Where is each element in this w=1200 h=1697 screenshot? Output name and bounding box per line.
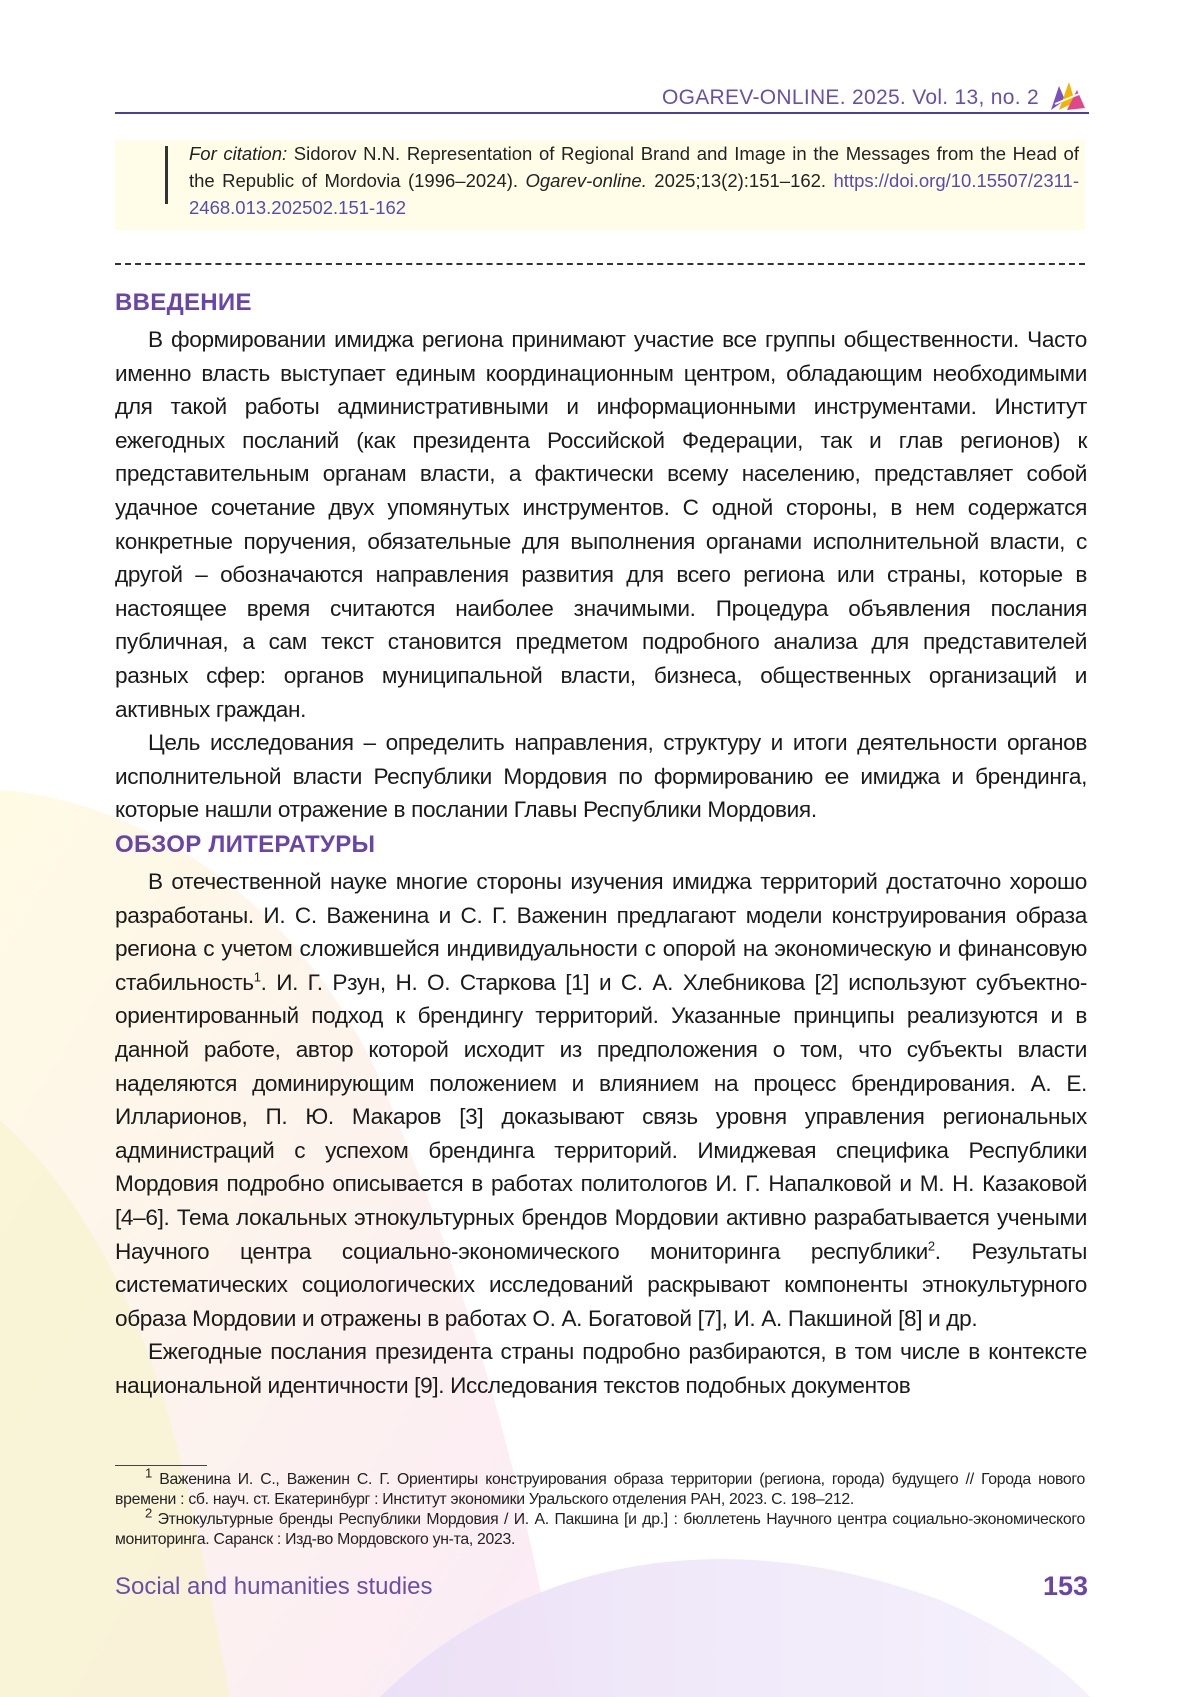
doi-link[interactable]: https://doi.org/10.15507/2311-2468.013.202502.151-162 (189, 170, 1079, 218)
paper-page (0, 0, 1200, 1697)
paragraph: Ежегодные послания президента страны подробно разбираются, в том числе в контексте национальной идентичности [9]. Исследования текстов подобных документов (115, 1335, 1087, 1402)
journal-logo-icon (1045, 80, 1089, 112)
paragraph: В формировании имиджа региона принимают участие все группы общественности. Часто именно власть выступает единым координационным центром, обладающим необходимыми для такой работы административными и информационными инструментами. Институт ежегодных посланий (как президента Российской Федерации, так и глав регионов) к представительным органам власти, а фактически всему населению, представляет собой удачное сочетание двух упомянутых инструментов. С одной стороны, в нем содержатся конкретные поручения, обязательные для выполнения органами исполнительной власти, с другой – обозначаются направления развития для всего региона или страны, которые в настоящее время считаются наиболее значимыми. Процедура объявления послания публичная, а сам текст становится предметом подробного анализа для представителей разных сфер: органов муниципальной власти, бизнеса, общественных организаций и активных граждан. (115, 323, 1087, 726)
section-title-introduction: ВВЕДЕНИЕ (115, 289, 252, 317)
footnotes (115, 1470, 1085, 1550)
footnote-2: 2 Этнокультурные бренды Республики Мордовия / И. А. Пакшина [и др.] : бюллетень Научного центра социально-экономического мониторинга. Саранск : Изд-во Мордовского ун-та, 2023. (115, 1510, 1085, 1550)
footnote-ref-2[interactable]: 2 (928, 1238, 935, 1253)
footnote-rule (115, 1465, 207, 1466)
citation-journal: Ogarev-online. (526, 170, 647, 191)
introduction-body (115, 323, 1087, 827)
paragraph: В отечественной науке многие стороны изучения имиджа территорий достаточно хорошо разработаны. И. С. Важенина и С. Г. Важенин предлагают модели конструирования образа региона с учетом сложившейся индивидуальности с опорой на экономическую и финансовую стабильность1. И. Г. Рзун, Н. О. Старкова [1] и С. А. Хлебникова [2] используют субъектно-ориентированный подход к брендингу территорий. Указанные принципы реализуются и в данной работе, автор которой исходит из предположения о том, что субъекты власти наделяются доминирующим положением и влиянием на процесс брендирования. А. Е. Илларионов, П. Ю. Макаров [3] доказывают связь уровня управления региональных администраций с успехом брендинга территорий. Имиджевая специфика Республики Мордовия подробно описывается в работах политологов И. Г. Напалковой и М. Н. Казаковой [4–6]. Тема локальных этнокультурных брендов Мордовии активно разрабатывается учеными Научного центра социально-экономического мониторинга республики2. Результаты систематических социологических исследований раскрывают компоненты этнокультурного образа Мордовии и отражены в работах О. А. Богатовой [7], И. А. Пакшиной [8] и др. (115, 865, 1087, 1335)
running-header (115, 80, 1089, 114)
journal-header: OGAREV-ONLINE. 2025. Vol. 13, no. 2 (662, 86, 1039, 110)
paragraph: Цель исследования – определить направления, структуру и итоги деятельности органов исполнительной власти Республики Мордовия по формированию ее имиджа и брендинга, которые нашли отражение в послании Главы Республики Мордовия. (115, 726, 1087, 827)
footnote-ref-1[interactable]: 1 (254, 969, 261, 984)
citation-box (115, 140, 1085, 230)
citation-bar (165, 146, 168, 204)
footer-section: Social and humanities studies (115, 1573, 433, 1601)
section-title-literature: ОБЗОР ЛИТЕРАТУРЫ (115, 831, 375, 859)
page-number: 153 (1043, 1571, 1088, 1602)
dashed-divider (115, 263, 1085, 265)
citation-text: For citation: Sidorov N.N. Representation of Regional Brand and Image in the Messages from the Head of the Republic of Mordovia (1996–2024). Ogarev-online. 2025;13(2):151–162. https://doi.org/10.15507/2311-2468.013.202502.151-162 (189, 140, 1079, 221)
footnote-1: 1 Важенина И. С., Важенин С. Г. Ориентиры конструирования образа территории (региона, города) будущего // Города нового времени : сб. науч. ст. Екатеринбург : Институт экономики Уральского отделения РАН, 2023. С. 198–212. (115, 1470, 1085, 1510)
citation-label: For citation: (189, 143, 287, 164)
literature-body (115, 865, 1087, 1403)
